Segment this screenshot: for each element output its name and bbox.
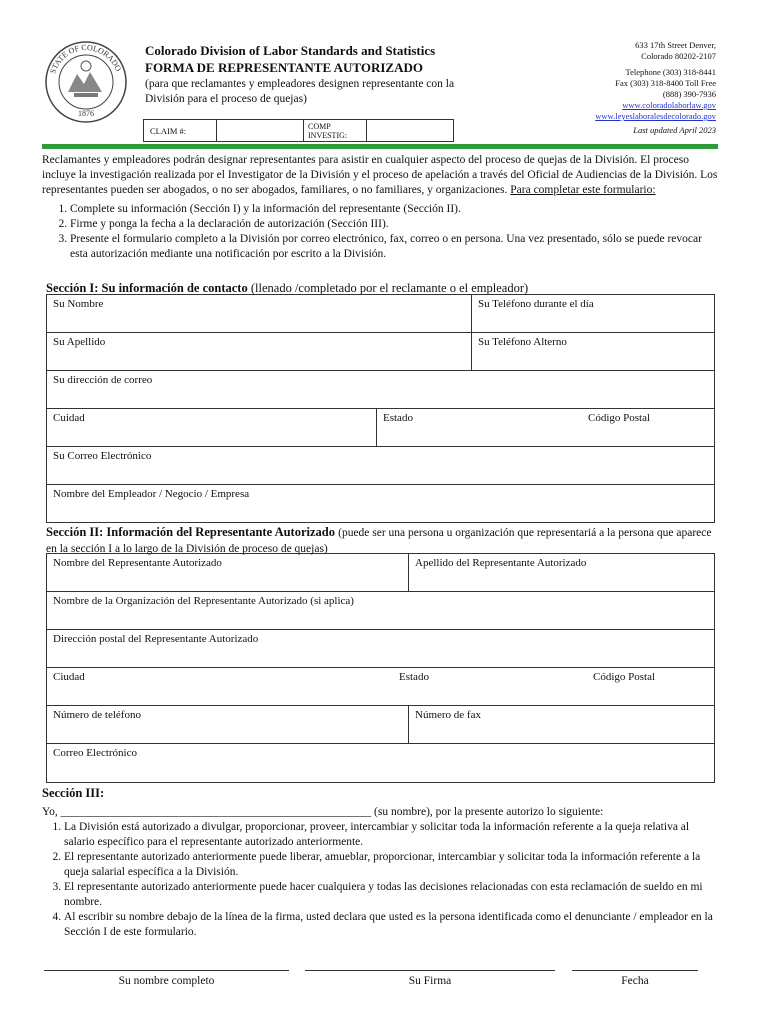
authorization-item: 2. El representante autorizado anteriormente puede liberar, amueblar, proporcionar, intercambiar y solicitar toda la información referente a la queja salarial específica a la División. — [64, 850, 718, 880]
city-label: Cuidad — [53, 412, 85, 424]
day-phone-label: Su Teléfono durante el día — [478, 298, 594, 310]
signature-line[interactable] — [305, 970, 555, 971]
rep-state-label: Estado — [399, 671, 429, 683]
agency-contact — [496, 40, 716, 136]
rep-phone-label: Número de teléfono — [53, 709, 141, 721]
form-title — [145, 42, 435, 76]
step-item: 3. Presente el formulario completo a la División por correo electrónico, fax, correo o en persona. Una vez presentado, sólo se puede revocar esta autorización mediante una notificación por escrito a la División. — [70, 232, 718, 262]
section-2-title: Sección II: Información del Representante Autorizado — [46, 525, 335, 539]
comp-investig-field[interactable] — [367, 120, 453, 141]
email-field[interactable] — [47, 447, 714, 484]
rep-zip-field[interactable] — [587, 668, 714, 705]
last-name-field[interactable] — [47, 333, 472, 370]
rep-city-label: Ciudad — [53, 671, 85, 683]
date-label: Fecha — [621, 975, 649, 987]
claim-label: CLAIM #: — [144, 120, 217, 141]
authorization-item: 3. El representante autorizado anteriormente puede hacer cualquiera y todas las decisiones relacionadas con esta reclamación de sueldo en mi nombre. — [64, 880, 718, 910]
authorization-statement — [42, 805, 718, 820]
last-updated: Last updated April 2023 — [633, 125, 716, 135]
fax-tollfree: Fax (303) 318-8400 Toll Free — [615, 78, 716, 88]
authorization-items — [42, 820, 718, 940]
mail-address-label: Su dirección de correo — [53, 374, 153, 386]
rep-state-field[interactable] — [393, 668, 587, 705]
rep-org-label: Nombre de la Organización del Representante Autorizado (si aplica) — [53, 595, 354, 607]
first-name-field[interactable] — [47, 295, 472, 332]
rep-first-name-field[interactable] — [47, 554, 409, 591]
zip-field[interactable] — [582, 409, 714, 446]
intro-paragraph — [42, 153, 718, 198]
employer-label: Nombre del Empleador / Negocio / Empresa — [53, 488, 250, 500]
telephone: Telephone (303) 318-8441 — [625, 67, 716, 77]
state-label: Estado — [383, 412, 413, 424]
website-link-spanish[interactable]: www.leyeslaboralesdecolorado.gov — [595, 111, 716, 121]
complete-label: Para completar este formulario: — [510, 184, 656, 196]
section-1-title: Sección I: Su información de contacto — [46, 281, 248, 295]
rep-email-label: Correo Electrónico — [53, 747, 137, 759]
state-seal — [44, 40, 128, 124]
yo-prefix: Yo, — [42, 806, 61, 818]
claim-box — [143, 119, 454, 142]
yo-suffix: (su nombre), por la presente autorizo lo siguiente: — [371, 806, 604, 818]
header-divider — [42, 144, 718, 149]
rep-last-name-label: Apellido del Representante Autorizado — [415, 557, 587, 569]
comp-investig-label: COMP INVESTIG: — [304, 120, 367, 141]
authorization-item: 1. La División está autorizado a divulgar, proporcionar, proveer, intercambiar y solicitar toda la información referente a la queja relativa al salario específico para el representante autorizado anteriormente. — [64, 820, 718, 850]
first-name-label: Su Nombre — [53, 298, 104, 310]
rep-org-field[interactable] — [47, 592, 714, 629]
claim-number-field[interactable] — [217, 120, 304, 141]
section-2-note: (puede ser una persona u organización que representariá a la persona que aparece en la sección I a lo largo de la División de proceso de quejas) — [46, 527, 712, 555]
date-signature-line[interactable] — [572, 970, 698, 971]
last-name-label: Su Apellido — [53, 336, 106, 348]
rep-postal-label: Dirección postal del Representante Autorizado — [53, 633, 259, 645]
email-label: Su Correo Electrónico — [53, 450, 152, 462]
step-item: 1. Complete su información (Sección I) y la información del representante (Sección II). — [70, 202, 718, 217]
address-line-1: 633 17th Street Denver, — [635, 40, 716, 50]
agency-name: Colorado Division of Labor Standards and Statistics — [145, 43, 436, 58]
alt-phone-field[interactable] — [472, 333, 714, 370]
section-3-title: Sección III: — [42, 786, 105, 800]
form-subtitle: (para que reclamantes y empleadores designen representante con la División para el proceso de quejas) — [145, 78, 455, 105]
your-name-line[interactable]: ______________________________________________________ — [60, 806, 372, 818]
section-1-note: (llenado /completado por el reclamante o el empleador) — [250, 281, 529, 295]
section-1-form — [46, 294, 715, 523]
mail-address-field[interactable] — [47, 371, 714, 408]
zip-label: Código Postal — [588, 412, 651, 424]
authorization-item: 4. Al escribir su nombre debajo de la línea de la firma, usted declara que usted es la persona identificada como el denunciante / empleador en la Sección I de este formulario. — [64, 910, 718, 940]
rep-fax-label: Número de fax — [415, 709, 481, 721]
alt-phone-label: Su Teléfono Alterno — [478, 336, 567, 348]
tollfree-number: (888) 390-7936 — [662, 89, 716, 99]
rep-zip-label: Código Postal — [593, 671, 656, 683]
website-link-english[interactable]: www.coloradolaborlaw.gov — [622, 100, 716, 110]
employer-field[interactable] — [47, 485, 714, 523]
city-field[interactable] — [47, 409, 377, 446]
full-name-label: Su nombre completo — [118, 975, 215, 987]
section-2-form — [46, 553, 715, 783]
rep-last-name-field[interactable] — [409, 554, 714, 591]
rep-phone-field[interactable] — [47, 706, 409, 743]
rep-city-field[interactable] — [47, 668, 393, 705]
rep-postal-field[interactable] — [47, 630, 714, 667]
form-name: FORMA DE REPRESENTANTE AUTORIZADO — [145, 60, 423, 75]
instructions — [42, 153, 718, 262]
instruction-steps — [42, 202, 718, 262]
full-name-signature-line[interactable] — [44, 970, 289, 971]
state-field[interactable] — [377, 409, 582, 446]
intro-text: Reclamantes y empleadores podrán designar representantes para asistir en cualquier aspecto del proceso de quejas de la División. El proceso incluye la investigación realizada por el Investigator de la División y el proceso de apelación a través del Oficial de Audiencias de la División. Los representantes pueden ser abogados, o no ser abogados, familiares, o no familiares, y organizaciones. — [42, 154, 718, 196]
seal-text: STATE OF COLORADO — [48, 42, 123, 75]
address-line-2: Colorado 80202-2107 — [641, 51, 716, 61]
step-item: 2. Firme y ponga la fecha a la declaración de autorización (Sección III). — [70, 217, 718, 232]
section-3 — [42, 786, 718, 940]
seal-year: 1876 — [78, 109, 94, 118]
signature-label: Su Firma — [408, 975, 452, 987]
day-phone-field[interactable] — [472, 295, 714, 332]
rep-email-field[interactable] — [47, 744, 714, 782]
rep-fax-field[interactable] — [409, 706, 714, 743]
rep-first-name-label: Nombre del Representante Autorizado — [53, 557, 222, 569]
